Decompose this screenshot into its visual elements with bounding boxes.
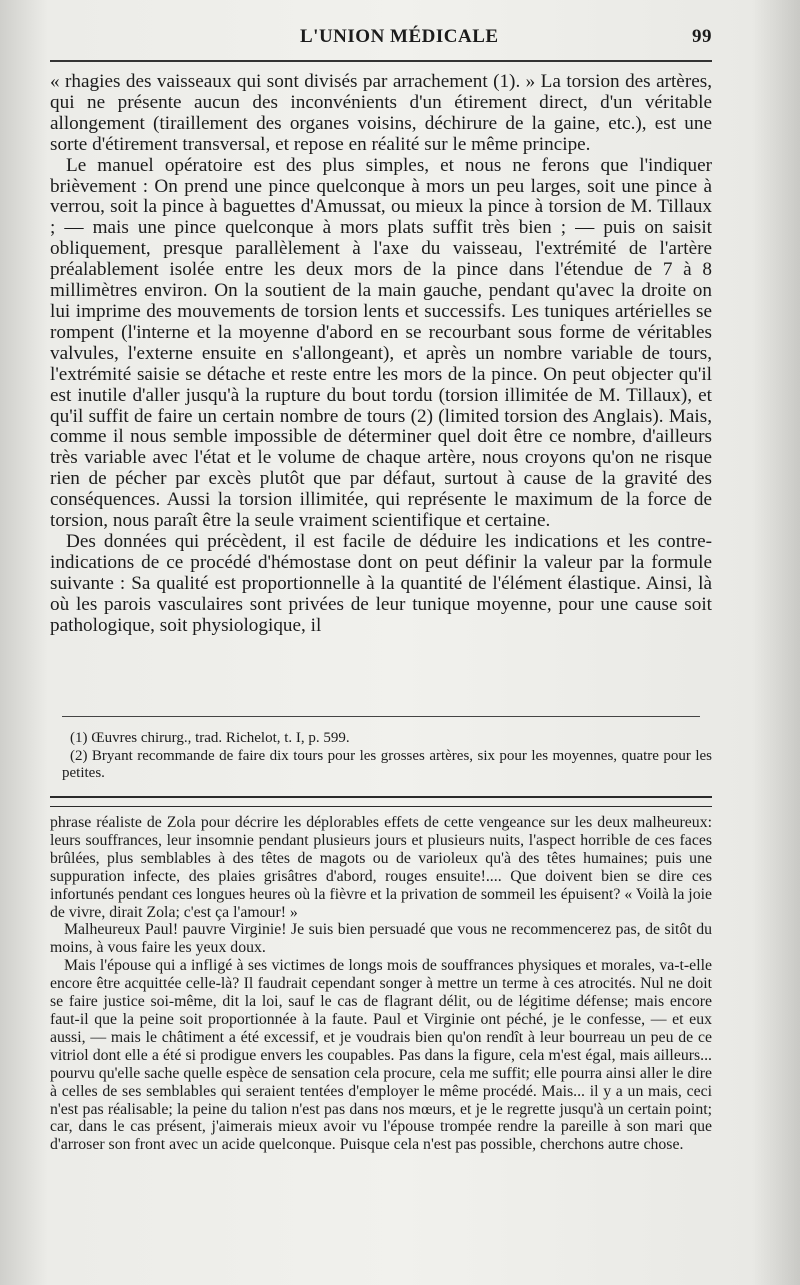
footnote-rule bbox=[62, 716, 700, 717]
page-header bbox=[50, 22, 710, 52]
paragraph: « rhagies des vaisseaux qui sont divisés par arrachement (1). » La torsion des artères, qui ne présente aucun des inconvénients d'un étirement direct, d'un véritable allongement (tiraillement des organes voisins, déchirure de la gaine, etc.), est une sorte d'étirement transversal, et repose en réalité sur le même principe. bbox=[50, 71, 712, 155]
footnote: (1) Œuvres chirurg., trad. Richelot, t. I, p. 599. bbox=[70, 730, 350, 746]
section-separator bbox=[50, 796, 712, 807]
article-body bbox=[50, 72, 712, 636]
footnote: (2) Bryant recommande de faire dix tours pour les grosses artères, six pour les moyennes, quatre pour les petites. bbox=[62, 747, 712, 781]
footnotes bbox=[62, 730, 712, 783]
header-rule bbox=[50, 60, 712, 62]
paragraph: phrase réaliste de Zola pour décrire les déplorables effets de cette vengeance sur les deux malheureux: leurs souffrances, leur insomnie pendant plusieurs jours et plusieurs nuits, l'aspect horrible de ces faces brûlées, plus semblables à des têtes de magots ou de varioleux qu'à des têtes humaines; puis une suppuration infecte, des plaies grisâtres d'abord, rouges ensuite!.... Que doivent bien se dire ces infortunés pendant ces longues heures où la fièvre et la privation de sommeil les épuisent? « Voilà la joie de vivre, dirait Zola; c'est ça l'amour! » bbox=[50, 814, 712, 921]
paragraph: Malheureux Paul! pauvre Virginie! Je suis bien persuadé que vous ne recommencerez pas, de sitôt du moins, à vous faire les yeux doux. bbox=[50, 921, 712, 957]
paragraph: Des données qui précèdent, il est facile de déduire les indications et les contre-indications de ce procédé d'hémostase dont on peut définir la valeur par la formule suivante : Sa qualité est proportionnelle à la quantité de l'élément élastique. Ainsi, là où les parois vasculaires sont privées de leur tunique moyenne, pour une cause soit pathologique, soit physiologique, il bbox=[50, 530, 712, 636]
paragraph: Mais l'épouse qui a infligé à ses victimes de longs mois de souffrances physiques et morales, va-t-elle encore être acquittée celle-là? Il faudrait cependant songer à mettre un terme à ces atrocités. Nul ne doit se faire justice soi-même, dit la loi, sauf le cas de flagrant délit, ou de légitime défense; mais encore faut-il que la peine soit proportionnée à la faute. Paul et Virginie ont péché, je le confesse, — et eux aussi, — mais le châtiment a été excessif, et je voudrais bien qu'on rendît à leur bourreau un peu de ce vitriol dont elle a été si prodigue envers les coupables. Pas dans la figure, cela m'est égal, mais ailleurs... pourvu qu'elle sache quelle espèce de sensation cela procure, cela me suffit; elle pourra ainsi aller le dire à celles de ses semblables qui seraient tentées d'employer le même procédé. Mais... il y a un mais, ceci n'est pas réalisable; la peine du talion n'est pas dans nos mœurs, et je le regrette jusqu'à un certain point; car, dans le cas présent, j'aimerais mieux avoir vu l'épouse trompée rendre la pareille à son mari que d'arroser son front avec un acide quelconque. Puisque cela n'est pas possible, cherchons autre chose. bbox=[50, 957, 712, 1154]
paragraph: Le manuel opératoire est des plus simples, et nous ne ferons que l'indiquer brièvement : On prend une pince quelconque à mors un peu larges, soit une pince à verrou, soit la pince à baguettes d'Amussat, ou mieux la pince à torsion de M. Tillaux ; — mais une pince quelconque à mors plats suffit très bien ; — puis on saisit obliquement, presque parallèlement à l'axe du vaisseau, l'extrémité de l'artère préalablement isolée entre les deux mors de la pince dans l'étendue de 7 à 8 millimètres environ. On la soutient de la main gauche, pendant qu'avec la droite on lui imprime des mouvements de torsion lents et successifs. Les tuniques artérielles se rompent (l'interne et la moyenne d'abord en se recourbant sous forme de véritables valvules, l'externe ensuite en s'allongeant), et après un nombre variable de tours, l'extrémité saisie se détache et reste entre les mors de la pince. On peut objecter qu'il est inutile d'aller jusqu'à la rupture du bout tordu (torsion illimitée de M. Tillaux), et qu'il suffit de faire un certain nombre de tours (2) (limited torsion des Anglais). Mais, comme il nous semble impossible de déterminer quel doit être ce nombre, d'ailleurs très variable avec l'état et le volume de chaque artère, nous croyons qu'on ne risque rien de pécher par excès plutôt que par défaut, surtout à cause de la gravité des conséquences. Aussi la torsion illimitée, qui représente le maximum de la force de torsion, nous paraît être la seule vraiment scientifique et certaine. bbox=[50, 154, 712, 532]
running-title: L'UNION MÉDICALE bbox=[300, 26, 499, 47]
page-number: 99 bbox=[692, 26, 712, 47]
feuilleton-body bbox=[50, 814, 712, 1154]
